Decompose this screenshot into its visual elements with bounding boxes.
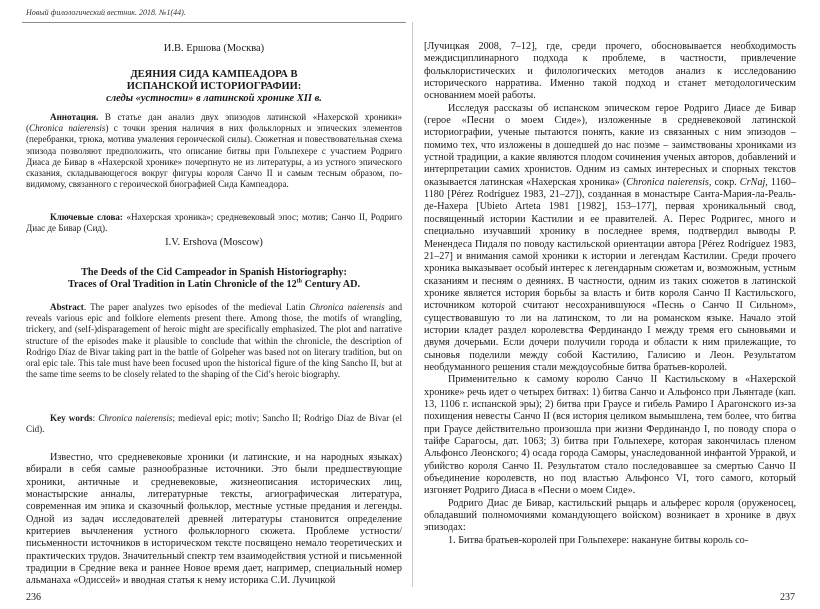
keywords-en-b: ; medieval epic; motiv; Sancho II; Rodrigo Díaz de Bivar (el Cid). <box>26 413 402 435</box>
p2-b: , сокр. <box>708 176 740 188</box>
p2-a: Исследуя рассказы об испанском эпическом герое Родриго Диасе де Бивар (герое «Песни о моем Сиде»), изложенные в средневековой латинской историографии, ученые пытаются понять, какие из связанных с ним эпизодов – помимо тех, что изложены в дошедшей до нас поэме – заимствованы хрониками из устной традиции, а какие являются плодом сочинения ученых авторов, добавлений и интерпретации самих хронистов. Одним из самых интересных и спорных текстов оказывается латинская «Нахерская хроника» ( <box>424 102 796 188</box>
title-en-line2-b: Century AD. <box>302 279 361 291</box>
title-en-line1: The Deeds of the Cid Campeador in Spanish Historiography: <box>81 267 347 278</box>
abstract-en-a: . The paper analyzes two episodes of the medieval Latin <box>83 302 310 312</box>
author-en: I.V. Ershova (Moscow) <box>165 237 263 248</box>
p2-italic2: CrNaj <box>739 176 766 188</box>
abstract-ru <box>26 112 402 190</box>
subtitle-ru: следы «устности» в латинской хронике XII в. <box>106 93 322 104</box>
keywords-en-italic: Chronica naierensis <box>98 413 173 423</box>
abstract-ru-b: ) с точки зрения наличия в них фольклорных и эпических элементов (перебранки, трюка, мотива умаления героической силы). Сюжетная и повествовательная схема эпизода позволяют предположить, что описание битвы при Гольпехере с участием Родриго Диаса де Бивар в «Нахерской хронике» почерпнуто не из литературы, а из устного эпического сказания, складывающегося вокруг фигуры короля Санчо II и самым тесным образом, по-видимому, связанного с героической биографией Сида Кампеадора. <box>26 123 402 190</box>
abstract-ru-italic: Chronica naierensis <box>29 123 106 134</box>
abstract-en-italic: Chronica naierensis <box>309 302 385 312</box>
page-gutter <box>412 22 413 587</box>
title-ru-line2: ИСПАНСКОЙ ИСТОРИОГРАФИИ: <box>126 81 302 92</box>
abstract-en-label: Abstract <box>50 302 84 312</box>
abstract-ru-a: В статье дан анализ двух эпизодов латинской «Нахерской хроники» ( <box>26 112 402 134</box>
right-paragraph-1: [Лучицкая 2008, 7–12], где, среди прочего, обосновывается необходимость междисциплинарного подхода к проблеме, в частности, привлечение фольклористических и филологических методов анализ к исследованию исторического нарратива. Именно такой подход и станет методологическим основанием моей работы. <box>424 41 796 102</box>
header-rule <box>22 22 406 23</box>
right-paragraph-2 <box>424 103 796 375</box>
article-title-ru <box>26 69 402 105</box>
p2-c: , 1160–1180 [Pérez Rodríguez 1983, 21–27]), созданная в монастыре Санта-Мария-ла-Реаль-де-Нахера [Ubieto Arteta 1981 [1982], 153–177], первая хроникальный свод, посвященный истории Кастилии и ее правителей. А. Перес Родригес, много и специально изучавший хронику в последнее время, подтвердил выводы Р. Менендеса Пидаля по поводу кастильской ориентации автора [Pérez Rodríguez 1983, 21–27] и внимания самой хроники к истории и легендам Кастилии. Среди прочего хроника выказывает особый интерес к легендарным сюжетам и, возможным, устным сказаниям и песням о деяниях. В частности, одним из таких сюжетов в латинской хронике является история борьбы за власть и битв короля Санчо II Кастильского, источником которой считают несохранившуюся «Песнь о Санчо II Сильном», существовавшую то ли на латинском, то ли на романском языке. Начало этой истории кладет раздел королевства Фердинандо I между тремя его сыновьями и двумя дочерьми. Если дочери получили города и области к ним прилежащие, то сыновья поделили между собой Кастилию, Галисию и Леон. Результатом необдуманного решения стали междоусобные битва братьев-королей. <box>424 176 796 373</box>
author-ru: И.В. Ершова (Москва) <box>163 43 265 54</box>
right-paragraph-5: 1. Битва братьев-королей при Гольпехере: накануне битвы король со- <box>448 534 749 546</box>
body-text-right <box>424 41 796 547</box>
p2-italic1: Chronica naierensis <box>626 176 709 188</box>
right-paragraph-3: Применительно к самому королю Санчо II Кастильскому в «Нахерской хронике» речь идет о четырех битвах: 1) битва Санчо и Альфонсо при Льянтаде (кап. 13, 1106 г. испанской эры); 2) битва при Граусе и гибель Рамиро I Арагонского из-за похищения невесты Санчо II (вся история целиком вымышлена, тем более, что битва при Граусе действительно произошла при жизни Фердинандо I, по поводу спора о тайфе Сарагосы, дат. 1063; 3) битва при Гольпехере, которая закончилась пленом Альфонсо Леонского; 4) осада города Саморы, унаследованной инфантой Урракой, и убийство короля Санчо II. Результатом стало последовавшее за смертью Санчо II объединение королевств, но под властью Альфонсо VI, того самого, который изгоняет Родриго Диаса в «Песни о моем Сиде». <box>424 374 796 497</box>
body-text-left: Известно, что средневековые хроники (и латинские, и на народных языках) вбирали в себя самые разнообразные источники. Это были предшествующие хроники, античные и средневековые, жизнеописания исторических лиц, монастырские анналы, литературные тексты, агиографическая литература, современная им эпика и сказочный фольклор, местные устные предания и легенды. Одной из задач исследователей древней литературы становится определение критериев вычленения устного фольклорного сюжета. Проблеме устности/письменности источников в историческом тексте посвящено немало теоретических и практических трудов. Значительный спектр тем взаимодействия устной и письменной традиции в Средние века и раннее Новое время дает, например, специальный номер альманаха «Одиссей» и вводная статья к нему историка С.И. Лучицкой <box>26 452 402 587</box>
title-en-line2-a: Traces of Oral Tradition in Latin Chronicle of the 12 <box>67 279 297 291</box>
keywords-ru <box>26 212 402 234</box>
article-title-en <box>26 267 402 291</box>
keywords-en-label: Key words <box>50 413 93 423</box>
keywords-ru-text: «Нахерская хроника»; средневековый эпос; мотив; Санчо II, Родриго Диас де Бивар (Сид). <box>26 212 402 234</box>
abstract-ru-label: Аннотация. <box>50 112 99 122</box>
keywords-en <box>26 413 402 435</box>
page-number-right: 237 <box>780 592 795 603</box>
page-number-left: 236 <box>26 592 41 603</box>
keywords-ru-label: Ключевые слова: <box>50 212 123 222</box>
running-header: Новый филологический вестник. 2018. №1(44). <box>26 8 186 17</box>
keywords-en-a: : <box>92 413 99 423</box>
right-paragraph-4: Родриго Диас де Бивар, кастильский рыцарь и альферес короля (оруженосец, обладавший полномочиями командующего войском) возникает в хронике в двух эпизодах: <box>424 497 796 534</box>
abstract-en <box>26 302 402 380</box>
title-en-sup: th <box>296 278 303 285</box>
abstract-en-b: and reveals various epic and folklore elements present there. Among those, the motifs of wrangling, trickery, and (self-)disparagement of heroic might are specifically emphasized. The plot and narrative structure of the episodes make it plausible to conclude that within the chronicle, the description of Rodrigo Díaz de Bivar taking part in the battle of Golpeher was based not on literary tradition, but on oral epic tale. This tale must have been focused upon the historical figure of the king Sancho II, but at the same time seems to be closely related to the shaping of the Cid’s heroic biography. <box>26 302 402 380</box>
title-ru-line1: ДЕЯНИЯ СИДА КАМПЕАДОРА В <box>130 69 298 80</box>
